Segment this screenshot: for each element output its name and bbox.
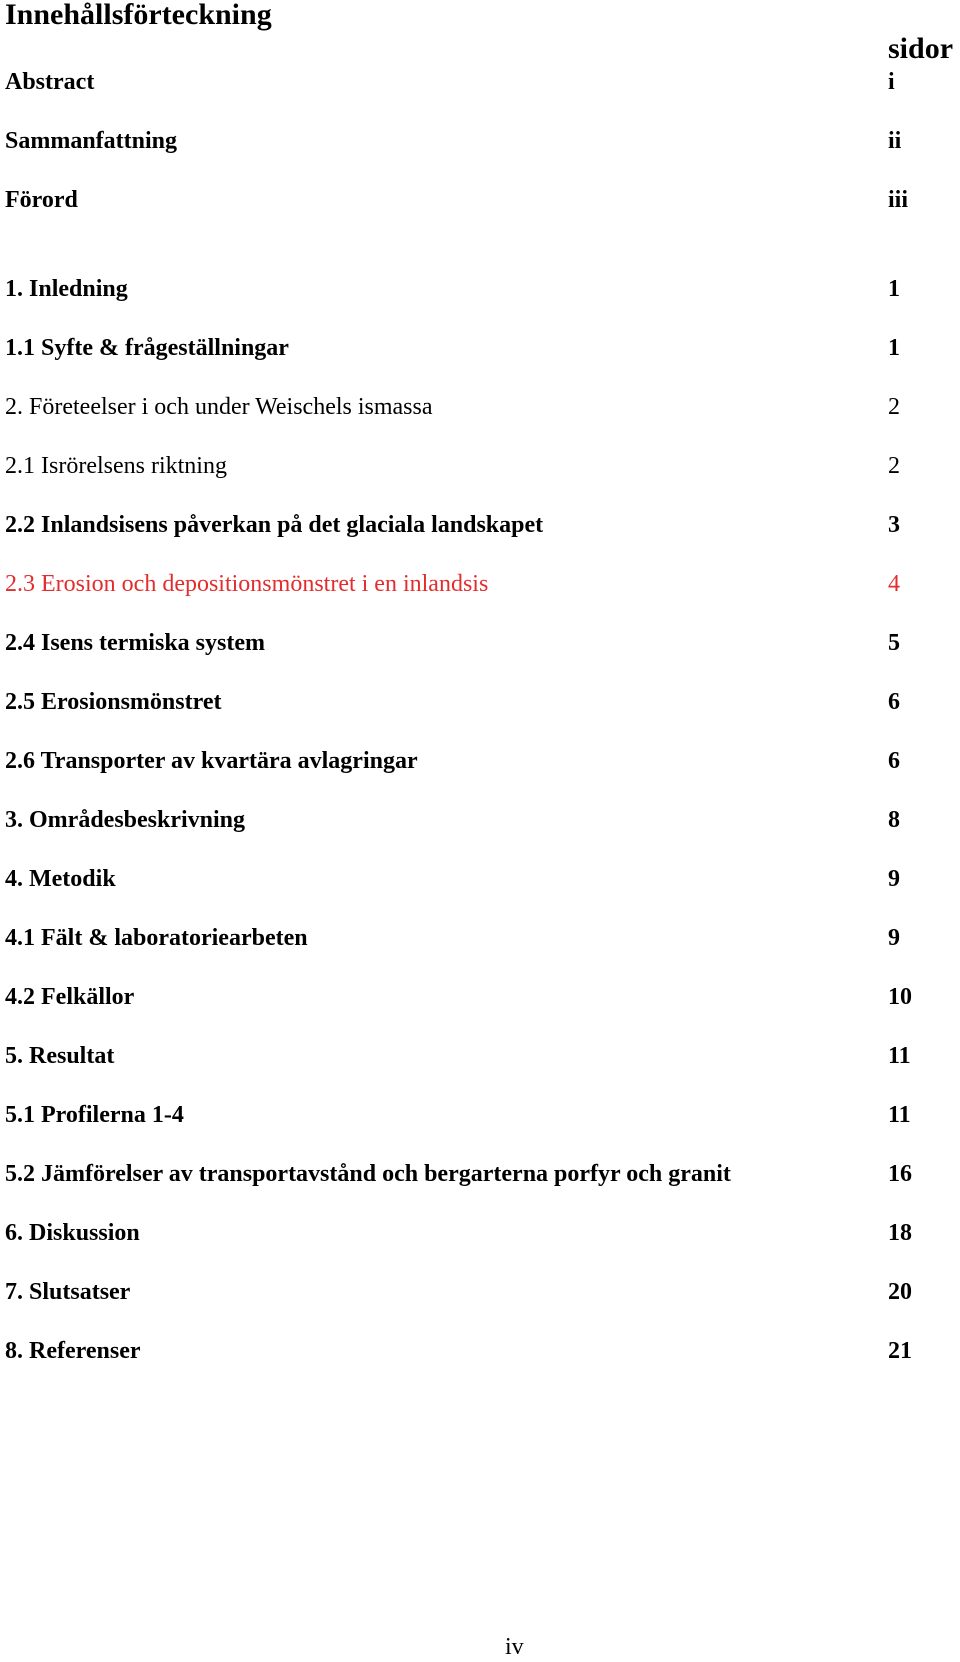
toc-entry-transporter[interactable]: [5, 746, 945, 776]
footer-page-number: iv: [505, 1634, 524, 1660]
toc-entry-label: 8. Referenser: [5, 1338, 141, 1364]
toc-entry-label: 3. Områdesbeskrivning: [5, 807, 246, 833]
toc-entry-slutsatser[interactable]: [5, 1277, 945, 1307]
toc-entry-profilerna[interactable]: [5, 1100, 945, 1130]
toc-entry-page: 3: [888, 512, 900, 538]
toc-entry-erosion-och-depositionsmonstret[interactable]: [5, 569, 945, 599]
toc-entry-page: 1: [888, 276, 900, 302]
toc-entry-page: 6: [888, 748, 900, 774]
toc-entry-diskussion[interactable]: [5, 1218, 945, 1248]
toc-entry-page: 8: [888, 807, 900, 833]
toc-entry-page: 9: [888, 925, 900, 951]
toc-entry-omradesbeskrivning[interactable]: [5, 805, 945, 835]
toc-entry-page: 6: [888, 689, 900, 715]
toc-entry-page: 16: [888, 1161, 912, 1187]
toc-entry-metodik[interactable]: [5, 864, 945, 894]
toc-entry-page: 1: [888, 335, 900, 361]
toc-entry-label: 5. Resultat: [5, 1043, 115, 1069]
toc-entry-label: 2.2 Inlandsisens påverkan på det glaciala landskapet: [5, 512, 544, 538]
toc-entry-label: 1. Inledning: [5, 276, 128, 302]
toc-entry-page: 21: [888, 1338, 912, 1364]
page-title: Innehållsförteckning: [5, 0, 272, 31]
toc-entry-label: 2. Företeelser i och under Weischels ismassa: [5, 394, 433, 420]
toc-entry-page: 2: [888, 453, 900, 479]
toc-entry-forord[interactable]: [5, 185, 945, 215]
toc-entry-label: 2.4 Isens termiska system: [5, 630, 265, 656]
toc-entry-sammanfattning[interactable]: [5, 126, 945, 156]
toc-entry-page: 18: [888, 1220, 912, 1246]
toc-entry-page: iii: [888, 187, 909, 213]
toc-entry-page: 9: [888, 866, 900, 892]
toc-entry-label: 7. Slutsatser: [5, 1279, 131, 1305]
toc-entry-page: 11: [888, 1102, 911, 1128]
toc-entry-jamforelser[interactable]: [5, 1159, 945, 1189]
toc-entry-label: 2.5 Erosionsmönstret: [5, 689, 222, 715]
toc-entry-page: 11: [888, 1043, 911, 1069]
toc-entry-erosionsmonstret[interactable]: [5, 687, 945, 717]
toc-entry-felkallor[interactable]: [5, 982, 945, 1012]
toc-entry-label: Förord: [5, 187, 78, 213]
toc-entry-label: Abstract: [5, 69, 95, 95]
toc-entry-page: i: [888, 69, 895, 95]
toc-entry-abstract[interactable]: [5, 67, 945, 97]
toc-entry-page: ii: [888, 128, 902, 154]
toc-entry-label: 5.2 Jämförelser av transportavstånd och bergarterna porfyr och granit: [5, 1161, 731, 1187]
toc-entry-foreteelser[interactable]: [5, 392, 945, 422]
toc-entry-page: 10: [888, 984, 912, 1010]
toc-entry-page: 20: [888, 1279, 912, 1305]
toc-entry-inledning[interactable]: [5, 274, 945, 304]
toc-entry-label: 4. Metodik: [5, 866, 116, 892]
toc-entry-page: 4: [888, 571, 900, 597]
toc-entry-label: 2.3 Erosion och depositionsmönstret i en inlandsis: [5, 571, 489, 597]
toc-entry-resultat[interactable]: [5, 1041, 945, 1071]
toc-entry-label: Sammanfattning: [5, 128, 178, 154]
toc-entry-label: 4.1 Fält & laboratoriearbeten: [5, 925, 308, 951]
toc-entry-label: 2.1 Isrörelsens riktning: [5, 453, 227, 479]
toc-entry-referenser[interactable]: [5, 1336, 945, 1366]
toc-entry-syfte[interactable]: [5, 333, 945, 363]
toc-entry-label: 4.2 Felkällor: [5, 984, 135, 1010]
toc-entry-label: 5.1 Profilerna 1-4: [5, 1102, 184, 1128]
toc-entry-label: 1.1 Syfte & frågeställningar: [5, 335, 289, 361]
toc-entry-isens-termiska-system[interactable]: [5, 628, 945, 658]
toc-entry-falt-laboratoriearbeten[interactable]: [5, 923, 945, 953]
toc-entry-label: 6. Diskussion: [5, 1220, 140, 1246]
toc-entry-page: 5: [888, 630, 900, 656]
pages-column-label: sidor: [888, 32, 954, 65]
toc-entry-isrorelsens-riktning[interactable]: [5, 451, 945, 481]
toc-entry-inlandsisens-paverkan[interactable]: [5, 510, 945, 540]
toc-entry-page: 2: [888, 394, 900, 420]
toc-entry-label: 2.6 Transporter av kvartära avlagringar: [5, 748, 418, 774]
